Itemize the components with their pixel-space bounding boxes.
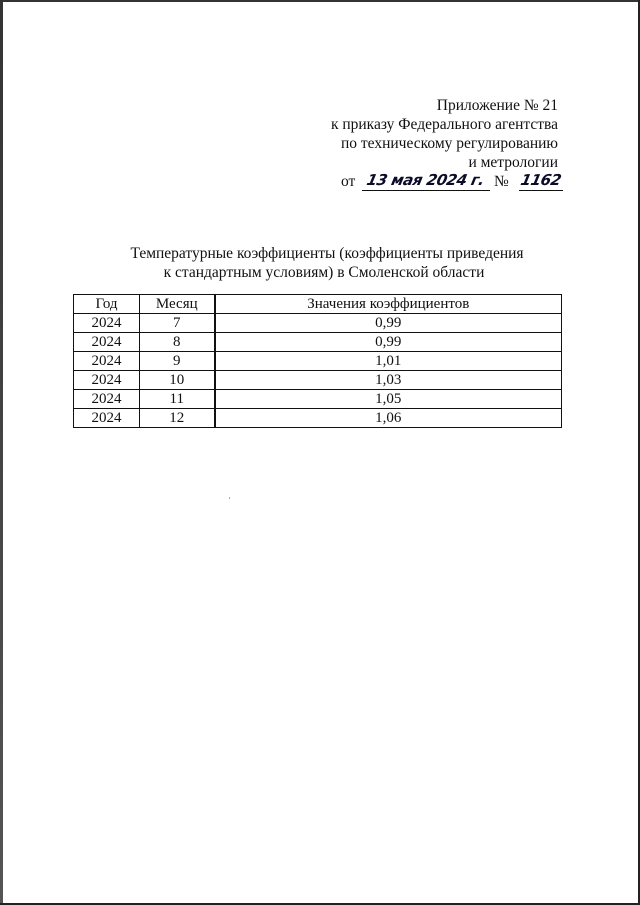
handwritten-number: 1162 [519, 171, 563, 189]
cell-value: 1,01 [215, 352, 562, 371]
order-date-number-line [341, 169, 563, 193]
cell-month: 12 [140, 409, 215, 428]
cell-year: 2024 [74, 314, 140, 333]
appendix-number: Приложение № 21 [436, 97, 558, 114]
cell-year: 2024 [74, 371, 140, 390]
appendix-header [331, 96, 558, 172]
order-date-field [362, 169, 490, 191]
cell-year: 2024 [74, 409, 140, 428]
cell-year: 2024 [74, 390, 140, 409]
table-row [74, 409, 562, 428]
table-row [74, 314, 562, 333]
table-row [74, 371, 562, 390]
table-row [74, 390, 562, 409]
cell-value: 1,03 [215, 371, 562, 390]
title-line-2: к стандартным условиям) в Смоленской области [163, 264, 485, 281]
cell-value: 0,99 [215, 333, 562, 352]
table-row [74, 333, 562, 352]
order-number-field [519, 169, 563, 191]
title-line-1: Температурные коэффициенты (коэффициенты приведения [130, 245, 524, 262]
coefficients-table [73, 294, 562, 428]
column-header-value: Значения коэффициентов [215, 295, 562, 314]
cell-year: 2024 [74, 333, 140, 352]
document-title [0, 244, 640, 282]
scan-speck [229, 497, 230, 499]
cell-month: 11 [140, 390, 215, 409]
order-number-label: № [494, 173, 509, 190]
handwritten-date: 13 мая 2024 г. [365, 171, 486, 189]
cell-value: 1,05 [215, 390, 562, 409]
appendix-agency-line-2: и метрологии [468, 154, 558, 171]
order-from-label: от [341, 173, 356, 190]
column-header-month: Месяц [140, 295, 215, 314]
cell-value: 1,06 [215, 409, 562, 428]
cell-month: 9 [140, 352, 215, 371]
cell-month: 7 [140, 314, 215, 333]
cell-value: 0,99 [215, 314, 562, 333]
cell-month: 10 [140, 371, 215, 390]
appendix-agency-line: по техническому регулированию [340, 135, 558, 152]
column-header-year: Год [74, 295, 140, 314]
table-row [74, 352, 562, 371]
table-header-row [74, 295, 562, 314]
cell-year: 2024 [74, 352, 140, 371]
cell-month: 8 [140, 333, 215, 352]
appendix-order-ref: к приказу Федерального агентства [330, 116, 558, 133]
